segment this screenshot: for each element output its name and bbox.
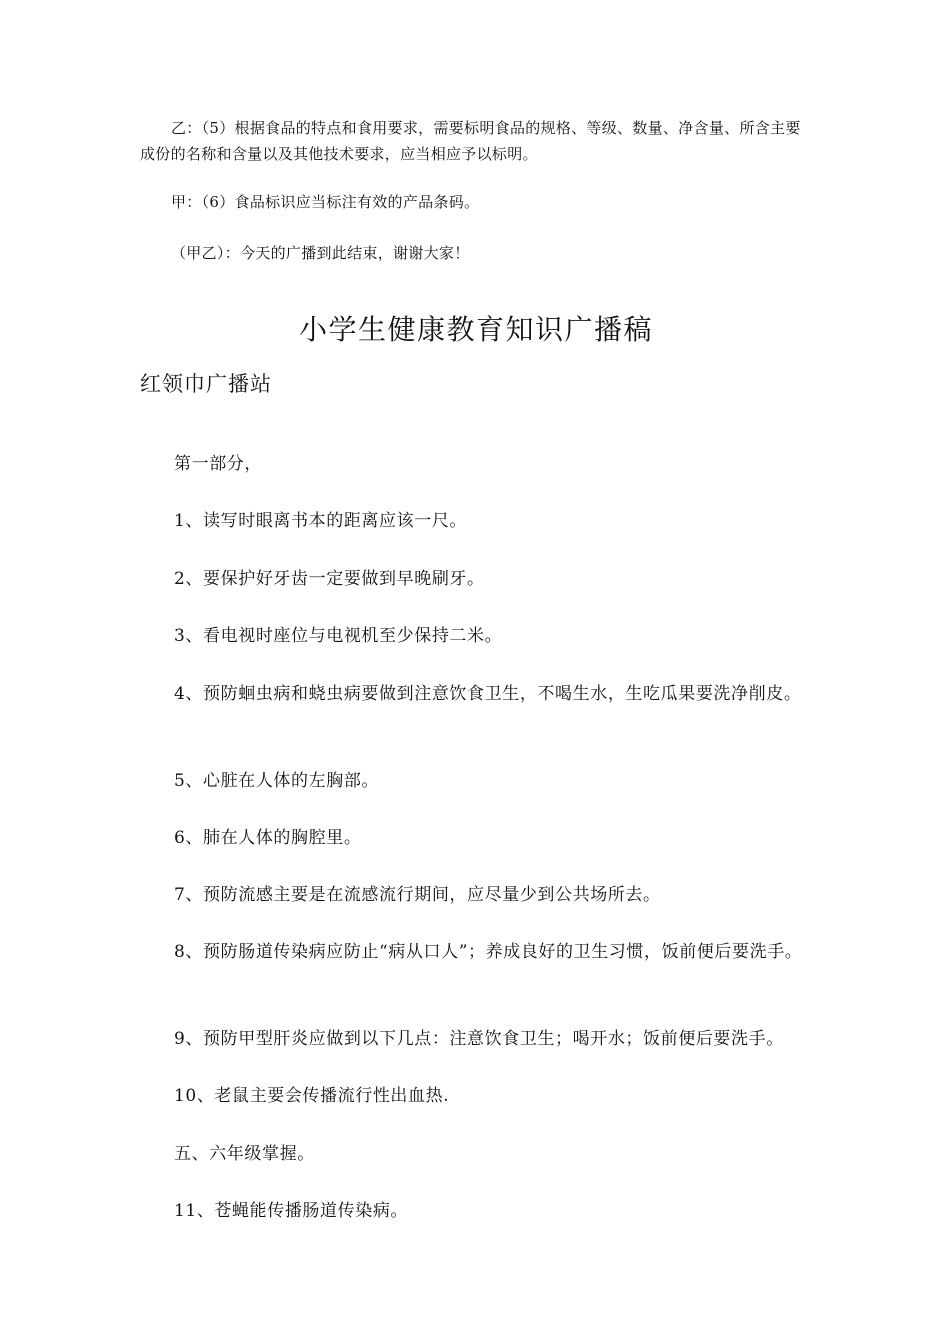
- list-item: 2、要保护好牙齿一定要做到早晚刷牙。: [174, 569, 485, 589]
- list-item: 11、苍蝇能传播肠道传染病。: [174, 1201, 409, 1221]
- list-item: 6、肺在人体的胸腔里。: [174, 828, 362, 848]
- article-title: 小学生健康教育知识广播稿: [298, 313, 653, 346]
- list-item: 3、看电视时座位与电视机至少保持二米。: [174, 626, 503, 646]
- intro-paragraph-barcode: 甲：（6）食品标识应当标注有效的产品条码。: [171, 193, 480, 211]
- intro-paragraph-closing: （甲乙）：今天的广播到此结束，谢谢大家！: [171, 244, 470, 262]
- list-item: 4、预防蛔虫病和蛲虫病要做到注意饮食卫生，不喝生水，生吃瓜果要洗净削皮。: [174, 684, 802, 704]
- list-item: 1、读写时眼离书本的距离应该一尺。: [174, 511, 468, 531]
- list-item: 五、六年级掌握。: [174, 1144, 315, 1164]
- list-item: 9、预防甲型肝炎应做到以下几点：注意饮食卫生；喝开水；饭前便后要洗手。: [174, 1029, 784, 1049]
- broadcast-station-name: 红领巾广播站: [140, 372, 272, 396]
- list-item: 8、预防肠道传染病应防止“病从口人”；养成良好的卫生习惯，饭前便后要洗手。: [174, 942, 803, 962]
- list-item: 7、预防流感主要是在流感流行期间，应尽量少到公共场所去。: [174, 885, 661, 905]
- part-heading: 第一部分，: [174, 454, 262, 474]
- intro-paragraph-standards: 乙：（5）根据食品的特点和食用要求，需要标明食品的规格、等级、数量、净含量、所含主要成份的名称和含量以及其他技术要求，应当相应予以标明。: [140, 119, 801, 163]
- list-item: 10、老鼠主要会传播流行性出血热.: [174, 1086, 450, 1106]
- list-item: 5、心脏在人体的左胸部。: [174, 771, 380, 791]
